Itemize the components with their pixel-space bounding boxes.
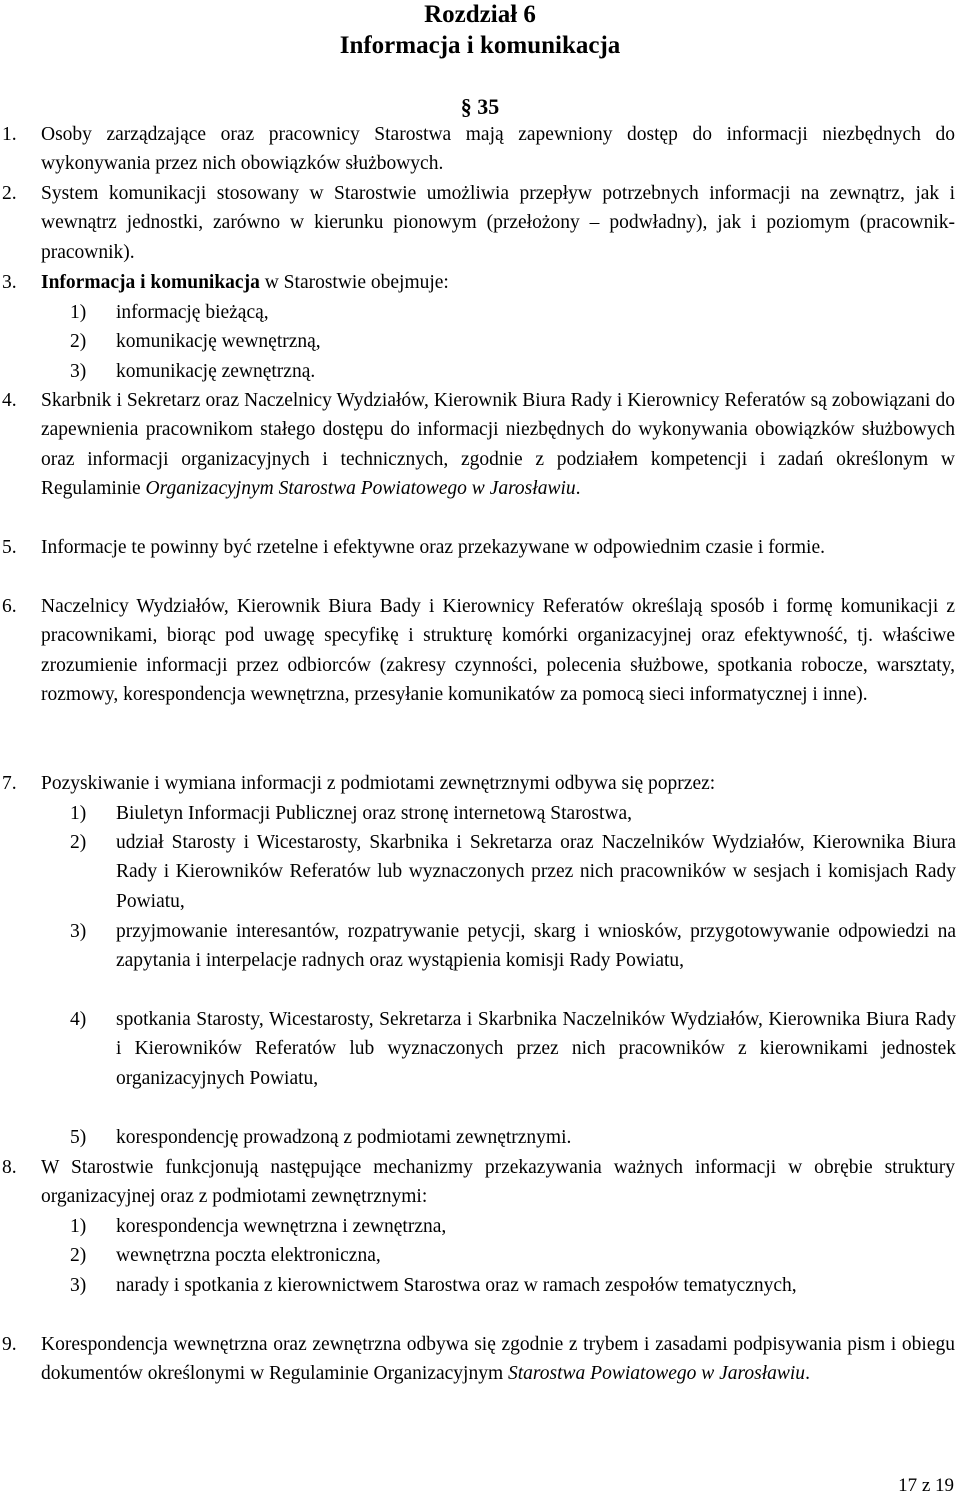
paragraph-end: .: [575, 478, 581, 500]
list-item-number: 1): [70, 803, 87, 824]
paragraph-end: .: [805, 1363, 810, 1385]
list-item: udział Starosty i Wicestarosty, Skarbnika i Sekretarza oraz Naczelników Wydziałów, Kierownika Biura Rady i Kierowników Referatów lub wyznaczonych przez nich pracowników w sesjach i komisjach Rady Powiatu,: [116, 832, 956, 912]
list-item-number: 5): [70, 1127, 87, 1148]
page-counter: [898, 1475, 954, 1497]
paragraph-text: Informacje te powinny być rzetelne i efektywne oraz przekazywane w odpowiednim czasie i formie.: [41, 537, 825, 558]
section-number: § 35: [460, 94, 500, 119]
list-item-number: 4): [70, 1009, 87, 1030]
list-item-number: 1): [70, 1216, 87, 1237]
list-item: informację bieżącą,: [116, 302, 269, 323]
bold-phrase: Informacja i komunikacja: [41, 272, 260, 293]
list-item-number: 2): [70, 1245, 87, 1266]
page-separator: z: [921, 1475, 931, 1496]
paragraph-text: Osoby zarządzające oraz pracownicy Starostwa mają zapewniony dostęp do informacji niezbędnych do wykonywania przez nich obowiązków służbowych.: [41, 124, 955, 175]
paragraph-number: 1.: [2, 124, 17, 145]
paragraph-text: [41, 1330, 955, 1389]
paragraph-body: Korespondencja wewnętrzna oraz zewnętrzna odbywa się zgodnie z trybem i zasadami podpisywania pism i obiegu dokumentów określonymi w Regulaminie Organizacyjnym: [41, 1334, 955, 1385]
paragraph-body: Skarbnik i Sekretarz oraz Naczelnicy Wydziałów, Kierownik Biura Rady i Kierownicy Referatów są zobowiązani do zapewnienia pracownikom stałego dostępu do informacji niezbędnych do wykonywania obowiązków służbowych oraz informacji organizacyjnych i technicznych, zgodnie z podziałem kompetencji i zadań określonym w Regulaminie: [41, 390, 955, 500]
chapter-title: Informacja i komunikacja: [339, 32, 621, 59]
chapter-heading: Rozdział 6: [424, 1, 536, 28]
list-item: komunikację wewnętrzną,: [116, 331, 321, 352]
list-item: spotkania Starosty, Wicestarosty, Sekretarza i Skarbnika Naczelników Wydziałów, Kierownika Biura Rady i Kierowników Referatów lub wyznaczonych przez nich pracowników z kierownikami jednostek organizacyjnych Powiatu,: [116, 1009, 956, 1089]
paragraph-number: 2.: [2, 183, 17, 204]
paragraph-number: 5.: [2, 537, 17, 558]
list-item-number: 3): [70, 361, 87, 382]
paragraph-text: W Starostwie funkcjonują następujące mechanizmy przekazywania ważnych informacji w obrębie struktury organizacyjnej oraz z podmiotami zewnętrznymi:: [41, 1157, 955, 1208]
paragraph-text: [41, 386, 955, 504]
paragraph-number: 4.: [2, 390, 17, 411]
paragraph-number: 6.: [2, 596, 17, 617]
paragraph-text: Naczelnicy Wydziałów, Kierownik Biura Bady i Kierownicy Referatów określają sposób i formę komunikacji z pracownikami, biorąc pod uwagę specyfikę i strukturę komórki organizacyjnej oraz efektywność, tj. właściwe zrozumienie informacji przez odbiorców (zakresy czynności, polecenia służbowe, spotkania robocze, warsztaty, rozmowy, korespondencja wewnętrzna, przesyłanie komunikatów za pomocą sieci informatycznej i inne).: [41, 596, 955, 706]
list-item: Biuletyn Informacji Publicznej oraz stronę internetową Starostwa,: [116, 803, 633, 824]
italic-phrase: Organizacyjnym Starostwa Powiatowego w Jarosławiu: [145, 478, 576, 500]
list-item: przyjmowanie interesantów, rozpatrywanie petycji, skarg i wniosków, przygotowywanie odpowiedzi na zapytania i interpelacje radnych oraz wystąpienia komisji Rady Powiatu,: [116, 921, 956, 972]
list-item: korespondencję prowadzoną z podmiotami zewnętrznymi.: [116, 1127, 572, 1148]
list-item: komunikację zewnętrzną.: [116, 361, 316, 382]
paragraph-number: 7.: [2, 773, 17, 794]
list-item-number: 2): [70, 832, 87, 853]
list-item: wewnętrzna poczta elektroniczna,: [116, 1245, 381, 1266]
paragraph-number: 9.: [2, 1334, 17, 1355]
list-item-number: 3): [70, 1275, 87, 1296]
paragraph-number: 3.: [2, 272, 17, 293]
page-total: 19: [935, 1475, 954, 1496]
paragraph-text: Pozyskiwanie i wymiana informacji z podmiotami zewnętrznymi odbywa się poprzez:: [41, 773, 716, 794]
list-item-number: 3): [70, 921, 87, 942]
paragraph-rest: w Starostwie obejmuje:: [259, 272, 449, 293]
page-current: 17: [898, 1475, 918, 1496]
paragraph-text: System komunikacji stosowany w Starostwie umożliwia przepływ potrzebnych informacji na zewnątrz, jak i wewnątrz jednostki, zarówno w kierunku pionowym (przełożony – podwładny), jak i poziomym (pracownik-pracownik).: [41, 183, 955, 263]
paragraph-text: [41, 268, 955, 297]
list-item-number: 2): [70, 331, 87, 352]
list-item-number: 1): [70, 302, 87, 323]
list-item: narady i spotkania z kierownictwem Starostwa oraz w ramach zespołów tematycznych,: [116, 1275, 797, 1296]
italic-phrase: Starostwa Powiatowego w Jarosławiu: [508, 1363, 806, 1385]
paragraph-number: 8.: [2, 1157, 17, 1178]
list-item: korespondencja wewnętrzna i zewnętrzna,: [116, 1216, 447, 1237]
